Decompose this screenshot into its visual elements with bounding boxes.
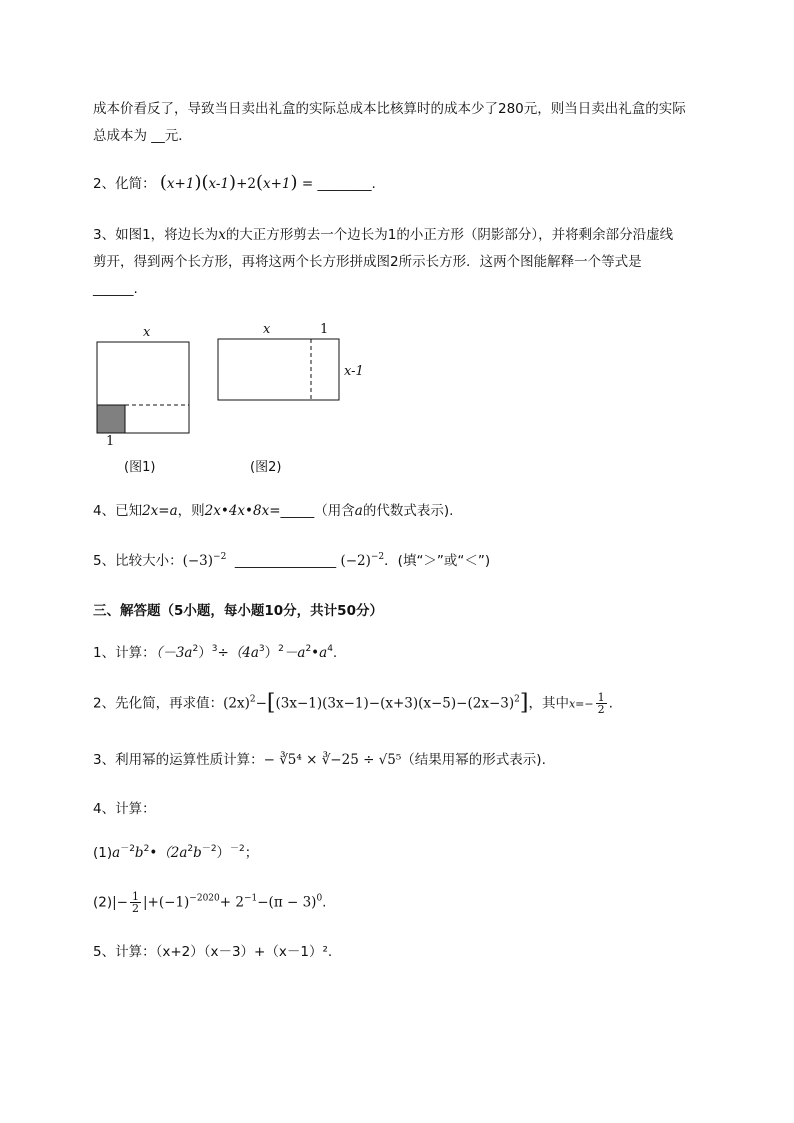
fig2-top-label-x: x: [263, 322, 271, 337]
question-5: [93, 551, 490, 571]
s4-p1-exp: －2: [120, 844, 135, 854]
answer-blank: _______________: [234, 553, 337, 569]
q5-left-exp: −2: [213, 552, 227, 562]
q2-factor-3: x+1: [263, 176, 291, 192]
s1-end: .: [332, 645, 338, 661]
s4-p1-label: (1): [93, 845, 113, 861]
s4-p2-fraction: [130, 891, 141, 914]
answer-blank: ________: [317, 176, 372, 192]
q5-number: 5、比较大小：: [93, 553, 183, 569]
s1-expr-d: ）: [264, 645, 279, 661]
s2-term-3: (3x−1)(3x−1)−(x+3)(x−5)−(2x−3): [275, 695, 515, 712]
s4-p1-expr: •（2a: [149, 845, 188, 861]
s1-exp: 2: [278, 644, 284, 654]
fig2-caption: (图2): [250, 460, 282, 475]
s2-exp: 2: [249, 694, 256, 705]
s2-xeq: x=−: [568, 697, 594, 711]
s4-p1-expr: b: [193, 845, 202, 861]
s4-p1-exp: －2: [230, 844, 245, 854]
s4-p2-expr: −(π − 3): [257, 894, 317, 911]
q5-rest: ．(填“＞”或“＜”): [384, 553, 491, 569]
solve-4-part-2: [93, 891, 326, 914]
s2-exp: 2: [514, 694, 520, 705]
s1-exp: 4: [327, 644, 333, 654]
s4-p1-end: ；: [244, 845, 259, 861]
intro-suffix: 元．: [164, 128, 192, 144]
q3-var-x: x: [218, 227, 226, 243]
q4-expr: 2x•4x•8x=: [204, 503, 281, 519]
q5-left: (−3): [182, 553, 214, 569]
s1-exp: 3: [258, 644, 265, 654]
q3-text-1-rest: 的大正方形剪去一个边长为1的小正方形（阴影部分），并将剩余部分沿虚线: [225, 227, 674, 243]
s1-exp: 2: [192, 644, 199, 654]
s3-rest: （结果用幂的形式表示).: [401, 752, 546, 768]
s2-minus: −: [255, 695, 267, 712]
solve-4-part-1: [93, 843, 258, 863]
q4-rest-a: （用含: [314, 503, 355, 519]
s2-term-1: (2x): [223, 695, 250, 712]
s4-p2-exp: −2020: [189, 893, 220, 904]
s4-p2-expr: + 2: [219, 894, 244, 911]
s2-frac-num: 1: [597, 691, 605, 704]
s1-expr-a: （－3a: [155, 645, 193, 661]
s4-p2-expr: |−: [112, 894, 128, 911]
solve-2: 2、先化简，再求值：$(2x)^2-[(3x-1)(3x-1)-(x+3)(x-5)-(2x-3)^2]$，其中x=− $\frac{1}{2}$ .: [93, 690, 613, 716]
q4-mid: ，则: [177, 503, 205, 519]
answer-blank: __: [151, 128, 165, 144]
q4-rest-b: 的代数式表示).: [362, 503, 454, 519]
solve-1: [93, 643, 337, 663]
s1-exp: 2: [305, 644, 312, 654]
question-2: 2、化简： (x+1)(x-1)+2(x+1) = ________.: [93, 172, 376, 193]
s2-rest: ，其中: [528, 695, 569, 712]
s1-number: 1、计算：: [93, 645, 156, 661]
s3-expr: − ∛5⁴ × ∛−25 ÷ √5⁵: [263, 752, 402, 768]
q4-number: 4、已知: [93, 503, 143, 519]
s4-p1-expr: b: [134, 845, 144, 861]
s4-p2-label: (2): [93, 894, 113, 911]
q2-factor-2: x-1: [208, 176, 230, 192]
q5-right: (−2): [340, 553, 371, 569]
s4-p2-frac-den: 2: [132, 902, 139, 915]
s2-number: 2、先化简，再求值：: [93, 695, 224, 712]
q2-factor-1: x+1: [166, 176, 195, 192]
q4-var-a: a: [354, 503, 363, 519]
s1-exp: 3: [211, 644, 218, 654]
fig2-rectangle: [218, 339, 339, 400]
answer-blank: ______.: [93, 281, 138, 297]
intro-text-1: 成本价看反了，导致当日卖出礼盒的实际总成本比核算时的成本少了280元，则当日卖出礼盒的实际: [93, 101, 686, 117]
s4-p1-expr: ）: [216, 845, 231, 861]
s4-p2-expr: |+(−1): [143, 894, 190, 911]
fig2-side-label: x-1: [344, 364, 364, 379]
fig1-caption: (图1): [124, 460, 156, 475]
intro-prefix: 总成本为: [93, 128, 147, 144]
s2-end: .: [608, 695, 613, 712]
s2-fraction: [596, 692, 607, 715]
q4-given: 2x=a: [142, 503, 178, 519]
s4-p2-frac-num: 1: [132, 890, 139, 903]
s4-p2-end: .: [322, 894, 327, 911]
fig2-top-label-1: 1: [320, 322, 329, 337]
q2-end: .: [371, 176, 376, 192]
fig1-bottom-label: 1: [106, 434, 115, 449]
fig1-shaded-square: [97, 405, 125, 433]
s1-expr-c: ÷（4a: [217, 645, 259, 661]
solve-5: [93, 942, 332, 962]
s4-p1-expr: a: [112, 845, 121, 861]
answer-blank: _____: [280, 503, 315, 519]
s4-p1-exp: 2: [187, 844, 194, 854]
q2-mid: +2: [236, 176, 256, 192]
s3-number: 3、利用幂的运算性质计算：: [93, 752, 264, 768]
s4-number: 4、计算：: [93, 801, 156, 817]
s4-p1-exp: 2: [143, 844, 150, 854]
s1-expr-f: •a: [311, 645, 328, 661]
solve-3: [93, 750, 546, 770]
question-4: [93, 501, 453, 521]
fig1-top-label: x: [143, 325, 151, 340]
s1-expr-e: －a: [283, 645, 306, 661]
s5-text: 5、计算：（x+2）（x－3）+（x－1）².: [93, 944, 333, 960]
s4-p1-exp: －2: [201, 844, 217, 854]
q3-text-1: 3、如图1，将边长为: [93, 227, 219, 243]
q2-equals: =: [301, 176, 314, 192]
s4-p2-exp: 0: [316, 893, 323, 904]
s4-p2-exp: −1: [243, 893, 258, 904]
section-3-heading: [93, 601, 383, 621]
q5-right-exp: −2: [370, 552, 385, 562]
q3-text-2: 剪开，得到两个长方形，再将这两个长方形拼成图2所示长方形．这两个图能解释一个等式是: [93, 254, 642, 270]
solve-4: [93, 799, 156, 819]
s1-expr-b: ）: [198, 645, 212, 661]
section-3-title: 三、解答题（5小题，每小题10分，共计50分）: [93, 603, 383, 619]
question-2-number: 2、化简：: [93, 176, 156, 192]
s2-frac-den: 2: [597, 703, 605, 716]
